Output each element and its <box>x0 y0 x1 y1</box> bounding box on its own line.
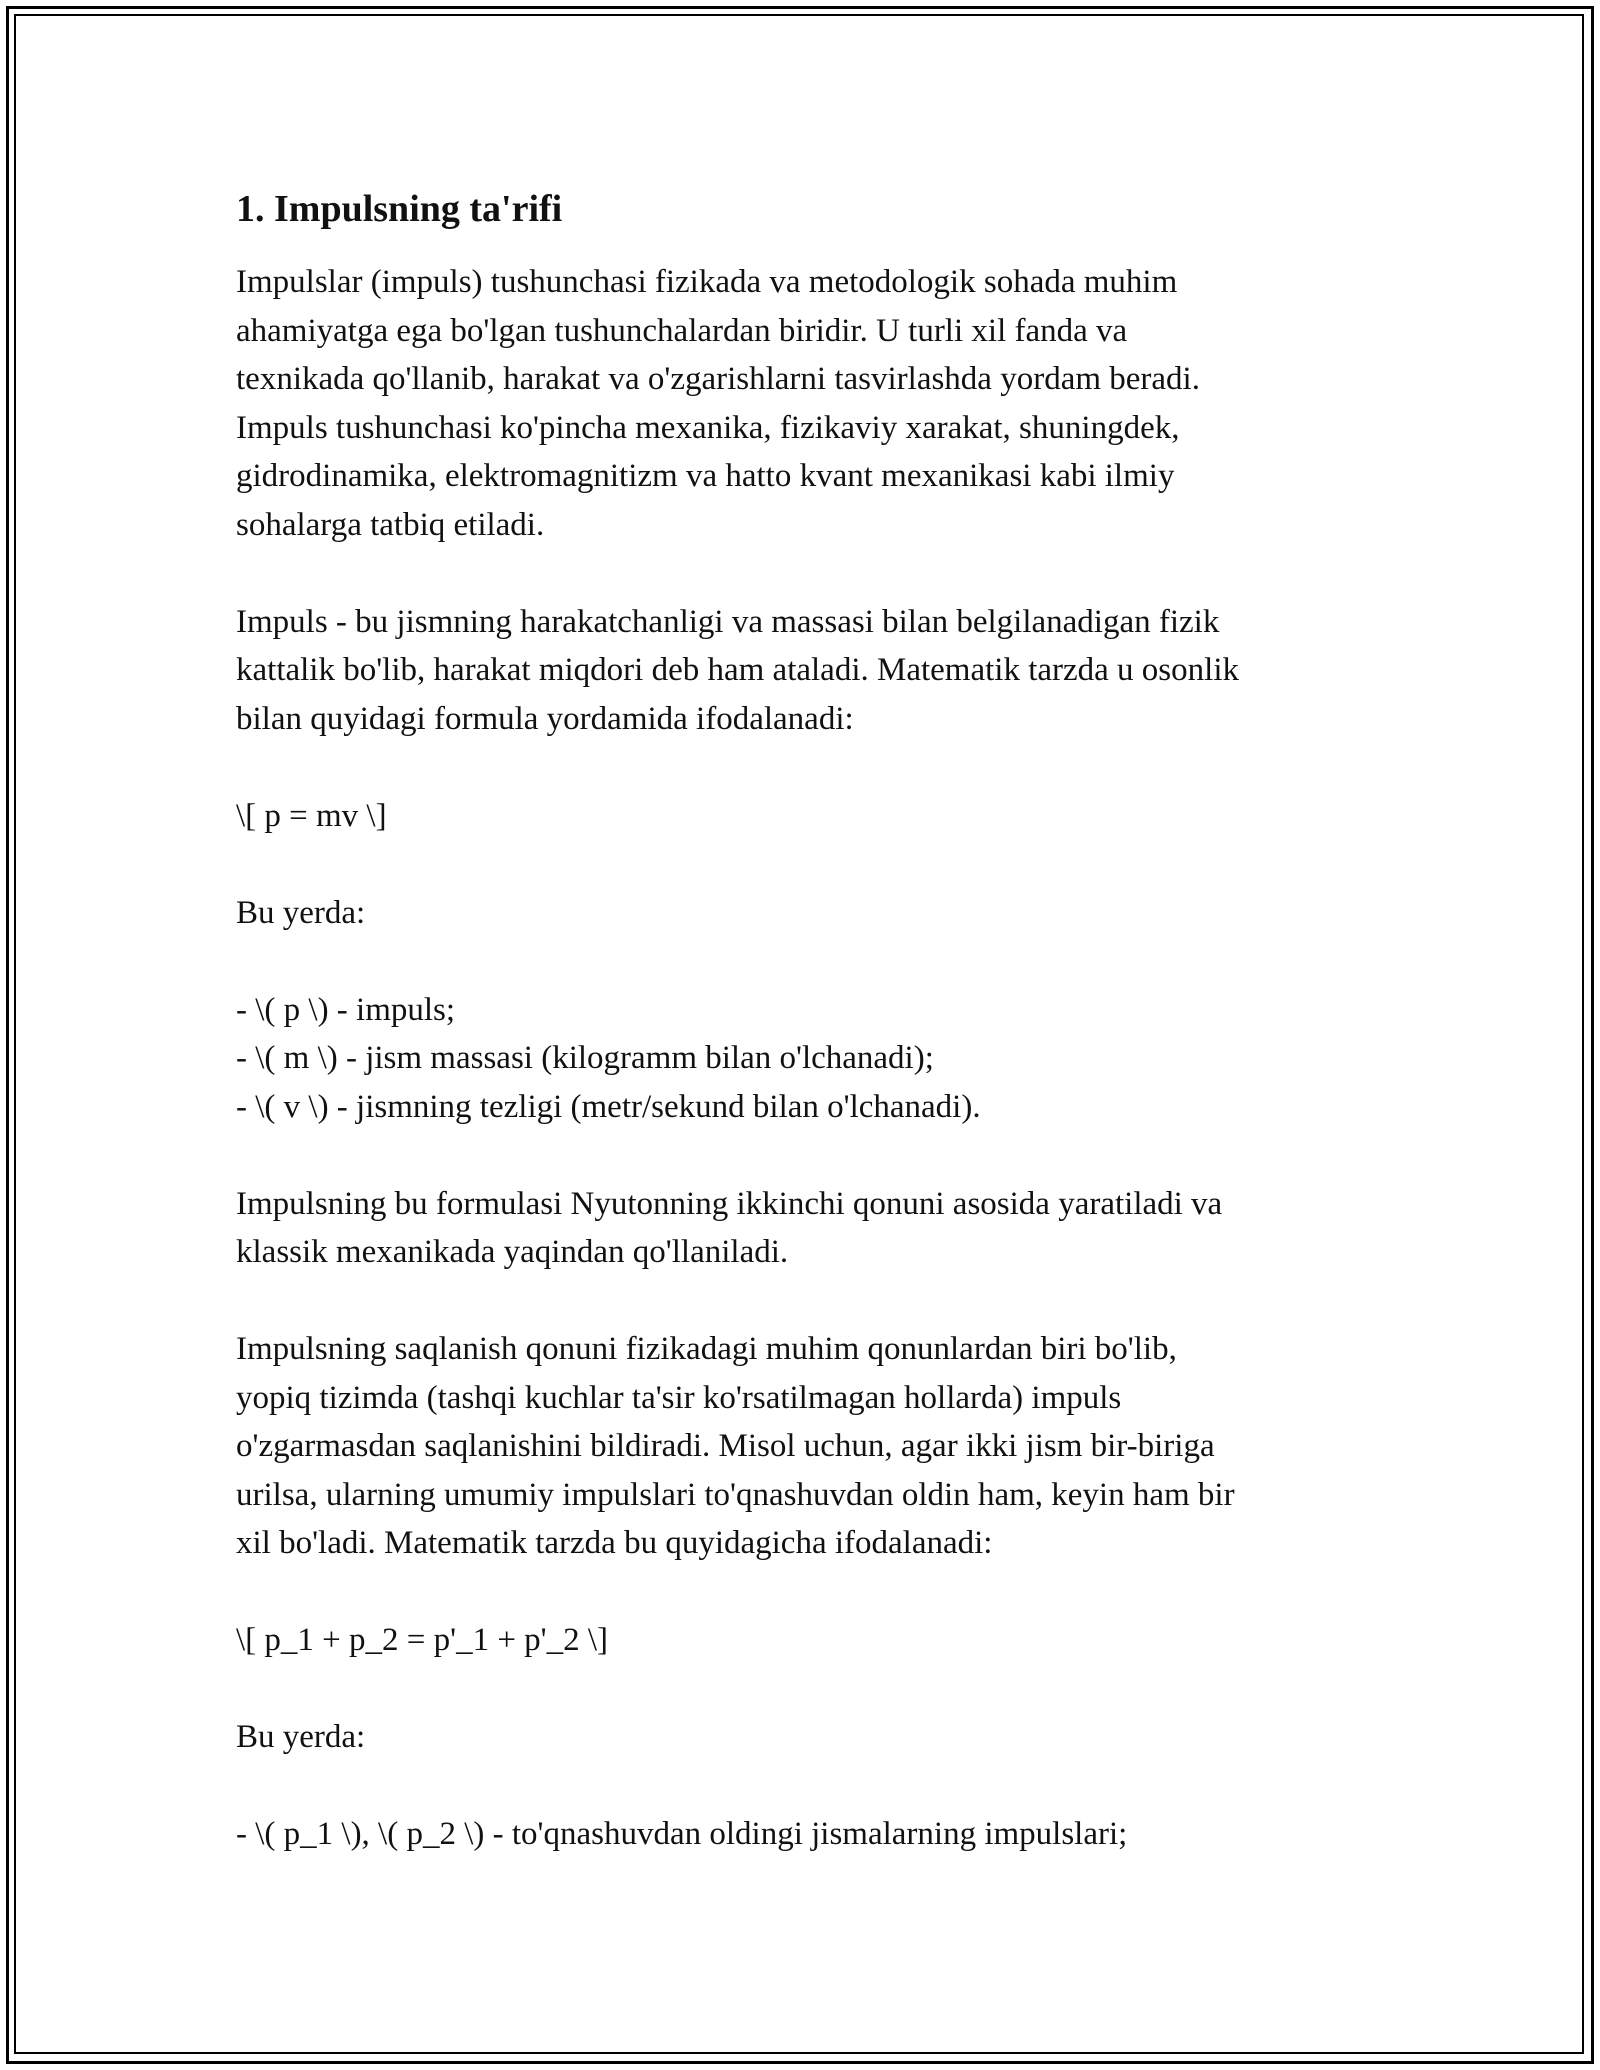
formula-conservation: \[ p_1 + p_2 = p'_1 + p'_2 \] <box>236 1622 609 1658</box>
list-item: - \( p \) - impuls; <box>236 991 456 1028</box>
section-heading: 1. Impulsning ta'rifi <box>236 188 563 230</box>
document-body <box>236 186 1376 1907</box>
list-item: - \( m \) - jism massasi (kilogramm bilan o'lchanadi); <box>236 1040 934 1076</box>
list-item: - \( p_1 \), \( p_2 \) - to'qnashuvdan oldingi jismalarning impulslari; <box>236 1816 1128 1852</box>
paragraph-definition: Impuls - bu jismning harakatchanligi va massasi bilan belgilanadigan fizik kattalik bo'lib, harakat miqdori deb ham ataladi. Matematik tarzda u osonlik bilan quyidagi formula yordamida ifodalanadi: <box>236 603 1239 737</box>
paragraph-conservation: Impulsning saqlanish qonuni fizikadagi muhim qonunlardan biri bo'lib, yopiq tizimda (tashqi kuchlar ta'sir ko'rsatilmagan hollarda) impuls o'zgarmasdan saqlanishini bildiradi. Misol uchun, agar ikki jism bir-biriga urilsa, ularning umumiy impulslari to'qnashuvdan oldin ham, keyin ham bir xil bo'ladi. Matematik tarzda bu quyidagicha ifodalanadi: <box>236 1331 1235 1561</box>
paragraph-newton: Impulsning bu formulasi Nyutonning ikkinchi qonuni asosida yaratiladi va klassik mexanikada yaqindan qo'llaniladi. <box>236 1185 1223 1270</box>
variable-list <box>236 986 1376 1132</box>
paragraph-intro: Impulslar (impuls) tushunchasi fizikada va metodologik sohada muhim ahamiyatga ega bo'lgan tushunchalardan biridir. U turli xil fanda va texnikada qo'llanib, harakat va o'zgarishlarni tasvirlashda yordam beradi. Impuls tushunchasi ko'pincha mexanika, fizikaviy xarakat, shuningdek, gidrodinamika, elektromagnitizm va hatto kvant mexanikasi kabi ilmiy sohalarga tatbiq etiladi. <box>236 264 1200 543</box>
label-bu-yerda: Bu yerda: <box>236 1719 366 1755</box>
variable-list <box>236 1810 1376 1859</box>
formula-momentum: \[ p = mv \] <box>236 797 387 834</box>
label-bu-yerda: Bu yerda: <box>236 894 366 931</box>
list-item: - \( v \) - jismning tezligi (metr/sekund bilan o'lchanadi). <box>236 1088 981 1125</box>
